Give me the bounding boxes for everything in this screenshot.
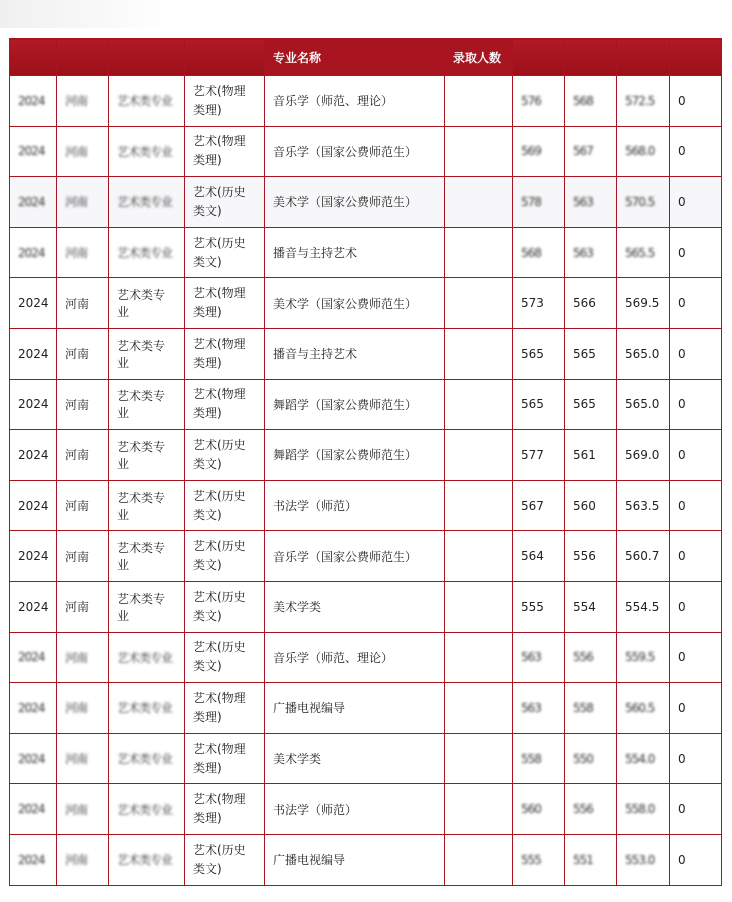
avg-score-cell — [617, 632, 670, 683]
province-cell — [57, 126, 109, 177]
table-row — [10, 76, 722, 127]
count-cell — [445, 784, 513, 835]
table-row — [10, 834, 722, 885]
subject-cell: 艺术(物理类理) — [185, 683, 265, 734]
province-cell — [57, 76, 109, 127]
avg-score-cell — [617, 126, 670, 177]
min-score-cell: 566 — [565, 278, 617, 329]
subject-cell: 艺术(历史类文) — [185, 531, 265, 582]
count-cell — [445, 177, 513, 228]
avg-score-cell: 565.0 — [617, 328, 670, 379]
redacted-text: 河南 — [65, 752, 88, 767]
extra-cell: 0 — [670, 683, 722, 734]
max-score-cell — [513, 733, 565, 784]
col-subject-header — [185, 39, 265, 76]
category-cell: 艺术类专业 — [109, 531, 185, 582]
count-cell — [445, 126, 513, 177]
year-cell — [10, 126, 57, 177]
avg-score-cell — [617, 834, 670, 885]
redacted-text: 河南 — [65, 650, 88, 665]
table-row — [10, 177, 722, 228]
min-score-cell — [565, 632, 617, 683]
subject-cell: 艺术(历史类文) — [185, 177, 265, 228]
count-cell — [445, 76, 513, 127]
province-cell — [57, 683, 109, 734]
max-score-cell — [513, 126, 565, 177]
redacted-text: 563 — [573, 245, 593, 260]
subject-cell: 艺术(历史类文) — [185, 581, 265, 632]
count-cell — [445, 683, 513, 734]
major-cell: 音乐学（国家公费师范生） — [265, 531, 445, 582]
min-score-cell — [565, 834, 617, 885]
min-score-cell: 561 — [565, 430, 617, 481]
subject-cell: 艺术(物理类理) — [185, 328, 265, 379]
year-cell — [10, 834, 57, 885]
count-cell — [445, 531, 513, 582]
max-score-cell — [513, 834, 565, 885]
category-cell — [109, 227, 185, 278]
major-cell: 音乐学（师范、理论） — [265, 632, 445, 683]
subject-cell: 艺术(物理类理) — [185, 126, 265, 177]
subject-cell: 艺术(历史类文) — [185, 632, 265, 683]
header-fade-decoration — [0, 0, 170, 28]
redacted-text: 570.5 — [625, 194, 655, 209]
year-cell: 2024 — [10, 480, 57, 531]
table-row — [10, 480, 722, 531]
min-score-cell: 554 — [565, 581, 617, 632]
extra-cell: 0 — [670, 177, 722, 228]
redacted-text: 578 — [521, 194, 541, 209]
max-score-cell — [513, 227, 565, 278]
province-cell — [57, 632, 109, 683]
year-cell: 2024 — [10, 581, 57, 632]
count-cell — [445, 430, 513, 481]
subject-cell: 艺术(历史类文) — [185, 227, 265, 278]
major-cell: 美术学（国家公费师范生） — [265, 278, 445, 329]
count-cell — [445, 581, 513, 632]
subject-cell: 艺术(物理类理) — [185, 76, 265, 127]
avg-score-cell — [617, 177, 670, 228]
admission-score-table — [9, 38, 722, 886]
table-row — [10, 784, 722, 835]
avg-score-cell: 565.0 — [617, 379, 670, 430]
major-cell: 美术学类 — [265, 733, 445, 784]
extra-cell: 0 — [670, 278, 722, 329]
major-cell: 音乐学（师范、理论） — [265, 76, 445, 127]
redacted-text: 河南 — [65, 701, 88, 716]
province-cell: 河南 — [57, 581, 109, 632]
count-cell — [445, 278, 513, 329]
category-cell: 艺术类专业 — [109, 278, 185, 329]
table-row — [10, 126, 722, 177]
major-cell: 美术学类 — [265, 581, 445, 632]
year-cell: 2024 — [10, 328, 57, 379]
avg-score-cell — [617, 733, 670, 784]
avg-score-cell — [617, 683, 670, 734]
min-score-cell — [565, 76, 617, 127]
redacted-text: 576 — [521, 93, 541, 108]
major-cell: 书法学（师范） — [265, 480, 445, 531]
category-cell — [109, 76, 185, 127]
year-cell: 2024 — [10, 531, 57, 582]
redacted-text: 572.5 — [625, 93, 655, 108]
redacted-text: 2024 — [18, 650, 45, 665]
table-row — [10, 531, 722, 582]
extra-cell: 0 — [670, 126, 722, 177]
category-cell — [109, 733, 185, 784]
min-score-cell — [565, 733, 617, 784]
redacted-text: 2024 — [18, 700, 45, 715]
min-score-cell — [565, 177, 617, 228]
col-major-header: 专业名称 — [265, 39, 445, 76]
province-cell: 河南 — [57, 379, 109, 430]
max-score-cell: 577 — [513, 430, 565, 481]
redacted-text: 568 — [521, 245, 541, 260]
province-cell — [57, 733, 109, 784]
redacted-text: 艺术类专业 — [117, 701, 173, 716]
year-cell: 2024 — [10, 379, 57, 430]
table-row — [10, 683, 722, 734]
col-year-header — [10, 39, 57, 76]
major-cell: 广播电视编导 — [265, 834, 445, 885]
redacted-text: 560 — [521, 802, 541, 817]
redacted-text: 568.0 — [625, 144, 655, 159]
col-min-header — [565, 39, 617, 76]
count-cell — [445, 227, 513, 278]
category-cell — [109, 784, 185, 835]
max-score-cell — [513, 76, 565, 127]
category-cell — [109, 834, 185, 885]
extra-cell: 0 — [670, 76, 722, 127]
extra-cell: 0 — [670, 531, 722, 582]
max-score-cell — [513, 177, 565, 228]
year-cell — [10, 683, 57, 734]
subject-cell: 艺术(物理类理) — [185, 278, 265, 329]
count-cell — [445, 632, 513, 683]
redacted-text: 艺术类专业 — [117, 802, 173, 817]
subject-cell: 艺术(历史类文) — [185, 430, 265, 481]
count-cell — [445, 328, 513, 379]
redacted-text: 563 — [573, 194, 593, 209]
redacted-text: 河南 — [65, 802, 88, 817]
min-score-cell: 565 — [565, 379, 617, 430]
redacted-text: 艺术类专业 — [117, 853, 173, 868]
province-cell: 河南 — [57, 480, 109, 531]
col-max-header — [513, 39, 565, 76]
count-cell — [445, 834, 513, 885]
province-cell — [57, 784, 109, 835]
extra-cell: 0 — [670, 328, 722, 379]
redacted-text: 556 — [573, 802, 593, 817]
extra-cell: 0 — [670, 379, 722, 430]
year-cell — [10, 177, 57, 228]
redacted-text: 2024 — [18, 245, 45, 260]
min-score-cell — [565, 784, 617, 835]
redacted-text: 艺术类专业 — [117, 195, 173, 210]
max-score-cell: 573 — [513, 278, 565, 329]
avg-score-cell — [617, 76, 670, 127]
count-cell — [445, 480, 513, 531]
extra-cell: 0 — [670, 733, 722, 784]
min-score-cell — [565, 227, 617, 278]
redacted-text: 555 — [521, 852, 541, 867]
redacted-text: 556 — [573, 650, 593, 665]
min-score-cell — [565, 126, 617, 177]
col-avg-header — [617, 39, 670, 76]
count-cell — [445, 379, 513, 430]
extra-cell: 0 — [670, 430, 722, 481]
province-cell: 河南 — [57, 278, 109, 329]
category-cell: 艺术类专业 — [109, 430, 185, 481]
year-cell — [10, 227, 57, 278]
redacted-text: 河南 — [65, 94, 88, 109]
redacted-text: 艺术类专业 — [117, 94, 173, 109]
redacted-text: 565.5 — [625, 245, 655, 260]
redacted-text: 2024 — [18, 852, 45, 867]
province-cell: 河南 — [57, 430, 109, 481]
redacted-text: 艺术类专业 — [117, 650, 173, 665]
table-row — [10, 278, 722, 329]
extra-cell: 0 — [670, 227, 722, 278]
major-cell: 广播电视编导 — [265, 683, 445, 734]
min-score-cell: 560 — [565, 480, 617, 531]
col-category-header — [109, 39, 185, 76]
subject-cell: 艺术(物理类理) — [185, 733, 265, 784]
redacted-text: 567 — [573, 144, 593, 159]
year-cell — [10, 632, 57, 683]
table-row — [10, 632, 722, 683]
extra-cell: 0 — [670, 581, 722, 632]
redacted-text: 551 — [573, 852, 593, 867]
extra-cell: 0 — [670, 784, 722, 835]
subject-cell: 艺术(物理类理) — [185, 379, 265, 430]
major-cell: 舞蹈学（国家公费师范生） — [265, 379, 445, 430]
major-cell: 美术学（国家公费师范生） — [265, 177, 445, 228]
subject-cell: 艺术(物理类理) — [185, 784, 265, 835]
year-cell: 2024 — [10, 430, 57, 481]
extra-cell: 0 — [670, 834, 722, 885]
category-cell — [109, 126, 185, 177]
redacted-text: 563 — [521, 650, 541, 665]
avg-score-cell: 563.5 — [617, 480, 670, 531]
redacted-text: 558.0 — [625, 802, 655, 817]
max-score-cell: 565 — [513, 328, 565, 379]
col-extra-header — [670, 39, 722, 76]
subject-cell: 艺术(历史类文) — [185, 480, 265, 531]
table-row — [10, 581, 722, 632]
max-score-cell — [513, 632, 565, 683]
major-cell: 音乐学（国家公费师范生） — [265, 126, 445, 177]
redacted-text: 艺术类专业 — [117, 144, 173, 159]
max-score-cell: 567 — [513, 480, 565, 531]
table-row — [10, 733, 722, 784]
category-cell: 艺术类专业 — [109, 328, 185, 379]
category-cell — [109, 683, 185, 734]
extra-cell: 0 — [670, 632, 722, 683]
table-header — [10, 39, 722, 76]
year-cell — [10, 76, 57, 127]
table-row — [10, 227, 722, 278]
redacted-text: 554.0 — [625, 751, 655, 766]
min-score-cell: 556 — [565, 531, 617, 582]
major-cell: 舞蹈学（国家公费师范生） — [265, 430, 445, 481]
redacted-text: 559.5 — [625, 650, 655, 665]
redacted-text: 558 — [521, 751, 541, 766]
table-body — [10, 76, 722, 886]
category-cell: 艺术类专业 — [109, 581, 185, 632]
redacted-text: 550 — [573, 751, 593, 766]
min-score-cell: 565 — [565, 328, 617, 379]
redacted-text: 569 — [521, 144, 541, 159]
subject-cell: 艺术(历史类文) — [185, 834, 265, 885]
redacted-text: 河南 — [65, 144, 88, 159]
avg-score-cell: 569.5 — [617, 278, 670, 329]
redacted-text: 560.5 — [625, 700, 655, 715]
category-cell: 艺术类专业 — [109, 379, 185, 430]
col-province-header — [57, 39, 109, 76]
redacted-text: 2024 — [18, 751, 45, 766]
redacted-text: 河南 — [65, 195, 88, 210]
year-cell — [10, 784, 57, 835]
redacted-text: 2024 — [18, 144, 45, 159]
redacted-text: 2024 — [18, 93, 45, 108]
max-score-cell: 555 — [513, 581, 565, 632]
redacted-text: 2024 — [18, 194, 45, 209]
province-cell: 河南 — [57, 531, 109, 582]
count-cell — [445, 733, 513, 784]
avg-score-cell — [617, 784, 670, 835]
redacted-text: 河南 — [65, 246, 88, 261]
col-count-header: 录取人数 — [445, 39, 513, 76]
avg-score-cell: 560.7 — [617, 531, 670, 582]
major-cell: 书法学（师范） — [265, 784, 445, 835]
redacted-text: 563 — [521, 700, 541, 715]
max-score-cell — [513, 683, 565, 734]
province-cell — [57, 177, 109, 228]
header-row — [10, 39, 722, 76]
table-row — [10, 430, 722, 481]
major-cell: 播音与主持艺术 — [265, 227, 445, 278]
table-row — [10, 379, 722, 430]
avg-score-cell: 554.5 — [617, 581, 670, 632]
min-score-cell — [565, 683, 617, 734]
province-cell — [57, 834, 109, 885]
major-cell: 播音与主持艺术 — [265, 328, 445, 379]
max-score-cell: 565 — [513, 379, 565, 430]
year-cell — [10, 733, 57, 784]
redacted-text: 558 — [573, 700, 593, 715]
redacted-text: 河南 — [65, 853, 88, 868]
category-cell: 艺术类专业 — [109, 480, 185, 531]
redacted-text: 568 — [573, 93, 593, 108]
category-cell — [109, 177, 185, 228]
avg-score-cell: 569.0 — [617, 430, 670, 481]
extra-cell: 0 — [670, 480, 722, 531]
category-cell — [109, 632, 185, 683]
year-cell: 2024 — [10, 278, 57, 329]
redacted-text: 553.0 — [625, 852, 655, 867]
max-score-cell: 564 — [513, 531, 565, 582]
redacted-text: 艺术类专业 — [117, 752, 173, 767]
province-cell — [57, 227, 109, 278]
max-score-cell — [513, 784, 565, 835]
redacted-text: 2024 — [18, 802, 45, 817]
redacted-text: 艺术类专业 — [117, 246, 173, 261]
province-cell: 河南 — [57, 328, 109, 379]
avg-score-cell — [617, 227, 670, 278]
table-row — [10, 328, 722, 379]
